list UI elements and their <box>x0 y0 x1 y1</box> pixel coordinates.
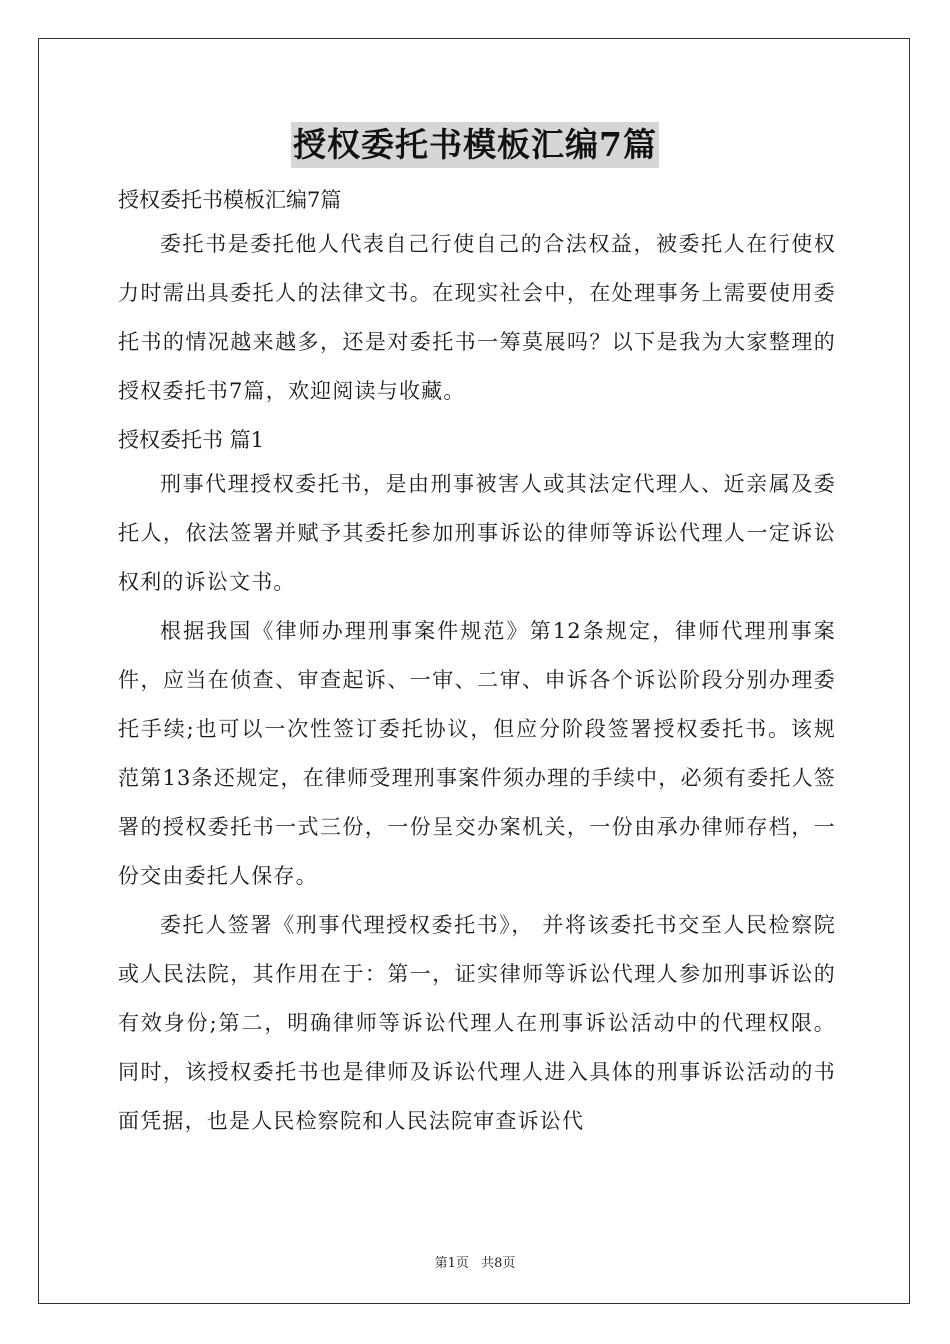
body-paragraph-2: 根据我国《律师办理刑事案件规范》第12条规定，律师代理刑事案件，应当在侦查、审查起诉、一审、二审、申诉各个诉讼阶段分别办理委托手续;也可以一次性签订委托协议，但应分阶段签署授权委托书。该规范第13条还规定，在律师受理刑事案件须办理的手续中，必须有委托人签署的授权委托书一式三份，一份呈交办案机关，一份由承办律师存档，一份交由委托人保存。 <box>118 619 836 888</box>
document-title: 授权委托书模板汇编7篇 <box>291 122 659 168</box>
document-body <box>118 180 836 1146</box>
intro-paragraph: 委托书是委托他人代表自己行使自己的合法权益，被委托人在行使权力时需出具委托人的法律文书。在现实社会中，在处理事务上需要使用委托书的情况越来越多，还是对委托书一筹莫展吗？以下是我为大家整理的授权委托书7篇，欢迎阅读与收藏。 <box>118 232 836 403</box>
body-paragraph-1: 刑事代理授权委托书，是由刑事被害人或其法定代理人、近亲属及委托人，依法签署并赋予其委托参加刑事诉讼的律师等诉讼代理人一定诉讼权利的诉讼文书。 <box>118 472 836 594</box>
document-subtitle: 授权委托书模板汇编7篇 <box>118 188 342 212</box>
body-paragraph-3: 委托人签署《刑事代理授权委托书》， 并将该委托书交至人民检察院或人民法院，其作用在于：第一，证实律师等诉讼代理人参加刑事诉讼的有效身份;第二，明确律师等诉讼代理人在刑事诉讼活动中的代理权限。同时，该授权委托书也是律师及诉讼代理人进入具体的刑事诉讼活动的书面凭据，也是人民检察院和人民法院审查诉讼代 <box>118 913 836 1133</box>
page-number: 第1页 <box>434 1256 469 1271</box>
page-total: 共8页 <box>481 1256 516 1271</box>
section-heading: 授权委托书 篇1 <box>118 428 265 452</box>
page-footer <box>0 1252 950 1271</box>
title-container <box>0 122 950 168</box>
